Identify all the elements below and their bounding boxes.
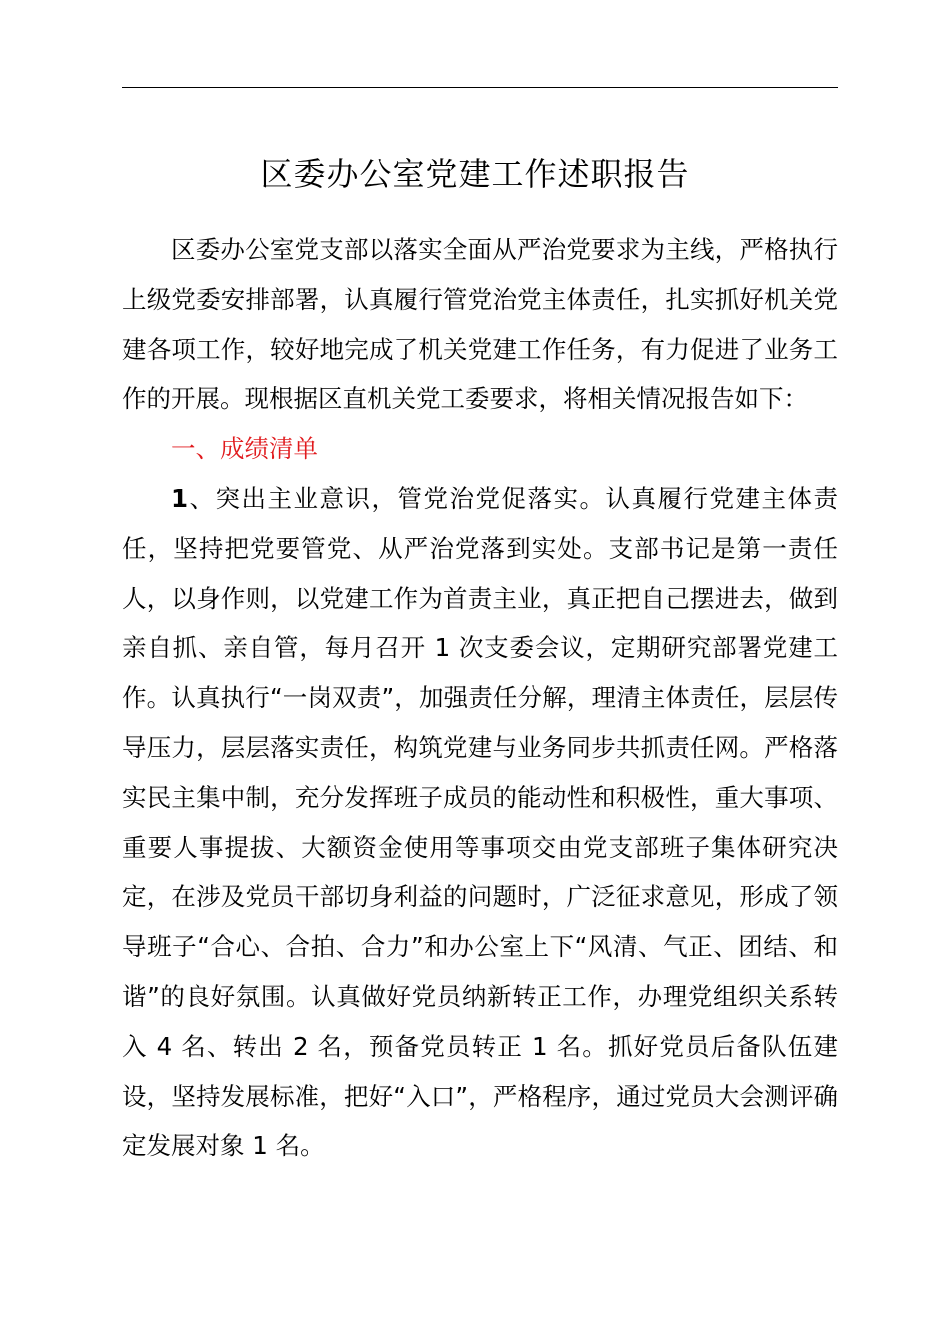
document-body [122, 225, 838, 1171]
document-title: 区委办公室党建工作述职报告 [260, 155, 690, 193]
header-rule [122, 87, 838, 88]
item-paragraph [122, 474, 838, 1171]
section-heading: 一、成绩清单 [171, 434, 318, 464]
intro-paragraph: 区委办公室党支部以落实全面从严治党要求为主线，严格执行上级党委安排部署，认真履行管党治党主体责任，扎实抓好机关党建各项工作，较好地完成了机关党建工作任务，有力促进了业务工作的开展。现根据区直机关党工委要求，将相关情况报告如下： [122, 235, 838, 414]
item-number: 1 [171, 483, 189, 513]
item-text: 、突出主业意识，管党治党促落实。认真履行党建主体责任，坚持把党要管党、从严治党落到实处。支部书记是第一责任人，以身作则，以党建工作为首责主业，真正把自己摆进去，做到亲自抓、亲自管，每月召开 1 次支委会议，定期研究部署党建工作。认真执行“一岗双责”，加强责任分解，理清主体责任，层层传导压力，层层落实责任，构筑党建与业务同步共抓责任网。严格落实民主集中制，充分发挥班子成员的能动性和积极性，重大事项、重要人事提拔、大额资金使用等事项交由党支部班子集体研究决定，在涉及党员干部切身利益的问题时，广泛征求意见，形成了领导班子“合心、合拍、合力”和办公室上下“风清、气正、团结、和谐”的良好氛围。认真做好党员纳新转正工作，办理党组织关系转入 4 名、转出 2 名，预备党员转正 1 名。抓好党员后备队伍建设，坚持发展标准，把好“入口”，严格程序，通过党员大会测评确定发展对象 1 名。 [122, 483, 838, 1161]
